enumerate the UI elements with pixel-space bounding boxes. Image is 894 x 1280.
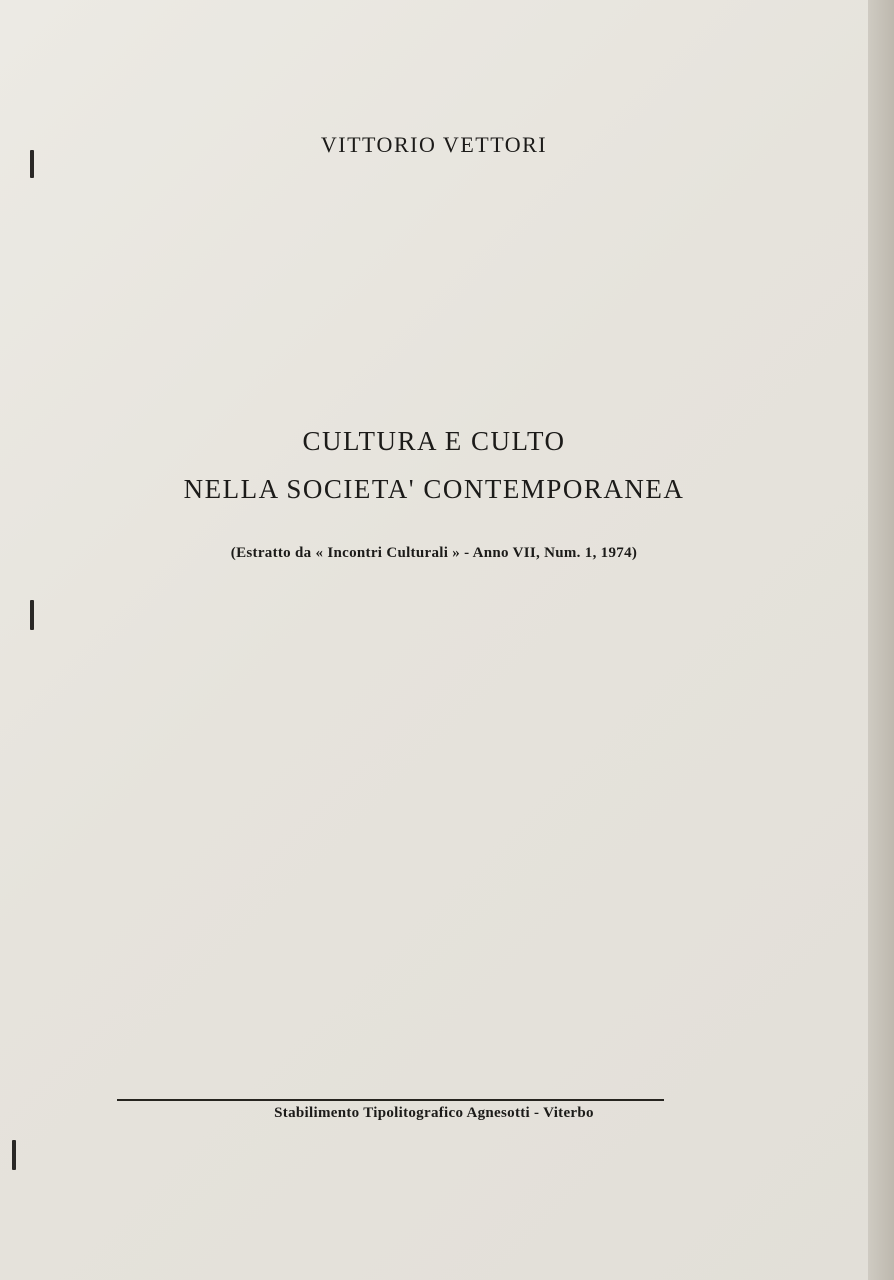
- title-line-1: CULTURA E CULTO: [302, 426, 566, 456]
- extract-note: (Estratto da « Incontri Culturali » - Anno VII, Num. 1, 1974): [230, 545, 638, 561]
- footer-rule: [117, 1099, 664, 1101]
- title-line-2: NELLA SOCIETA' CONTEMPORANEA: [183, 474, 685, 504]
- underlying-page-edge: [868, 0, 894, 1280]
- bleed-through-text: [110, 120, 720, 800]
- margin-mark: [12, 1140, 16, 1170]
- printer-imprint: Stabilimento Tipolitografico Agnesotti - Viterbo: [274, 1105, 594, 1121]
- margin-mark: [30, 600, 34, 630]
- author-name: VITTORIO VETTORI: [320, 132, 548, 157]
